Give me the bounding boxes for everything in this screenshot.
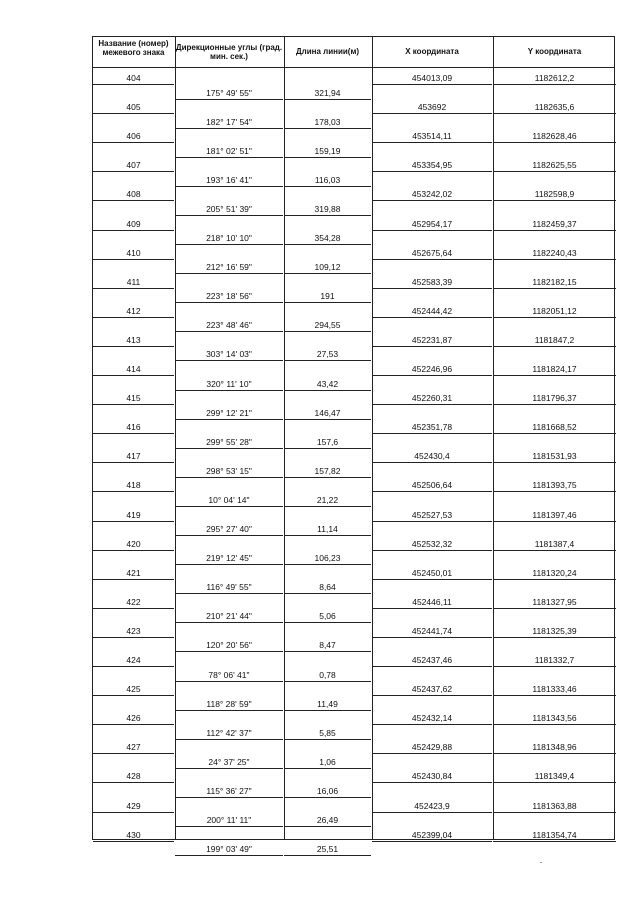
direction-angle: 10° 04' 14" (208, 494, 250, 505)
direction-angle: 299° 12' 21" (206, 407, 252, 418)
header-divider (93, 67, 614, 68)
row-divider (93, 230, 174, 231)
y-coordinate: 1181348,96 (532, 742, 577, 753)
row-divider (175, 564, 283, 565)
x-coordinate: 452351,78 (411, 422, 453, 433)
line-length: 191 (320, 291, 335, 302)
row-divider (493, 782, 616, 783)
point-number: 418 (126, 480, 141, 491)
x-coordinate: 452954,17 (411, 218, 453, 229)
row-divider (175, 651, 283, 652)
row-divider (493, 113, 616, 114)
row-divider (175, 768, 283, 769)
line-length: 146,47 (314, 407, 341, 418)
y-coordinate: 1181393,75 (532, 480, 577, 491)
y-coordinate: 1182628,46 (532, 131, 577, 142)
point-number: 408 (126, 189, 141, 200)
row-divider (93, 637, 174, 638)
point-number: 422 (126, 596, 141, 607)
row-divider (372, 462, 492, 463)
line-length: 21,22 (316, 494, 339, 505)
row-divider (93, 491, 174, 492)
direction-angle: 223° 48' 46" (206, 320, 252, 331)
line-length: 321,94 (314, 87, 341, 98)
x-coordinate: 452437,46 (411, 655, 453, 665)
row-divider (372, 113, 492, 114)
row-divider (284, 506, 371, 507)
row-divider (284, 390, 371, 391)
row-divider (93, 259, 174, 260)
row-divider (284, 99, 371, 100)
y-coordinate: 1182612,2 (534, 73, 575, 83)
row-divider (284, 419, 371, 420)
direction-angle: 320° 11' 10" (206, 378, 252, 389)
point-number: 423 (126, 625, 141, 636)
row-divider (493, 637, 616, 638)
x-coordinate: 454013,09 (411, 73, 453, 83)
row-divider (284, 826, 371, 827)
row-divider (93, 666, 174, 667)
row-divider (93, 375, 174, 376)
direction-angle: 223° 18' 56" (206, 291, 252, 302)
row-divider (493, 288, 616, 289)
row-divider (372, 259, 492, 260)
line-length: 25,51 (316, 844, 339, 855)
line-length: 319,88 (314, 203, 341, 214)
row-divider (493, 666, 616, 667)
line-length: 354,28 (314, 233, 341, 243)
row-divider (493, 404, 616, 405)
row-divider (175, 273, 283, 274)
row-divider (372, 142, 492, 143)
direction-angle: 78° 06' 41" (208, 669, 250, 680)
point-number: 404 (126, 73, 141, 83)
line-length: 26,49 (316, 815, 339, 825)
row-divider (175, 157, 283, 158)
row-divider (493, 724, 616, 725)
point-number: 414 (126, 364, 141, 374)
y-coordinate: 1181333,46 (532, 684, 577, 695)
row-divider (93, 113, 174, 114)
row-divider (93, 521, 174, 522)
direction-angle: 299° 55' 28" (206, 436, 252, 447)
row-divider (493, 230, 616, 231)
row-divider (175, 477, 283, 478)
row-divider (372, 550, 492, 551)
row-divider (493, 433, 616, 434)
line-length: 8,64 (319, 582, 336, 593)
row-divider (372, 346, 492, 347)
line-length: 157,82 (314, 465, 341, 476)
row-divider (372, 404, 492, 405)
line-length: 5,85 (319, 727, 336, 738)
line-length: 109,12 (314, 262, 341, 273)
row-divider (175, 622, 283, 623)
row-divider (93, 812, 174, 813)
x-coordinate: 452231,87 (411, 334, 453, 345)
x-coordinate: 452527,53 (411, 509, 453, 520)
row-divider (493, 753, 616, 754)
y-coordinate: 1182240,43 (532, 247, 577, 258)
row-divider (372, 608, 492, 609)
direction-angle: 218° 10' 10" (206, 233, 252, 243)
row-divider (372, 171, 492, 172)
direction-angle: 120° 20' 56" (206, 640, 252, 651)
x-coordinate: 452430,84 (411, 771, 453, 782)
row-divider (372, 666, 492, 667)
point-number: 411 (126, 276, 141, 287)
row-divider (493, 375, 616, 376)
row-divider (175, 826, 283, 827)
row-divider (372, 521, 492, 522)
x-coordinate: 452532,32 (411, 538, 453, 549)
row-divider (372, 200, 492, 201)
row-divider (284, 302, 371, 303)
scan-speck (540, 862, 542, 863)
direction-angle: 182° 17' 54" (206, 116, 252, 127)
row-divider (372, 753, 492, 754)
line-length: 43,42 (316, 378, 339, 389)
point-number: 427 (126, 742, 141, 753)
point-number: 416 (126, 422, 141, 433)
row-divider (493, 841, 616, 842)
row-divider (284, 448, 371, 449)
y-coordinate: 1181332,7 (534, 655, 575, 665)
row-divider (284, 855, 371, 856)
row-divider (284, 157, 371, 158)
y-coordinate: 1181349,4 (534, 771, 575, 782)
direction-angle: 118° 28' 59" (206, 698, 252, 709)
line-length: 294,55 (314, 320, 341, 331)
row-divider (284, 244, 371, 245)
row-divider (372, 230, 492, 231)
row-divider (284, 360, 371, 361)
y-coordinate: 1181363,88 (532, 800, 577, 811)
direction-angle: 298° 53' 15" (206, 465, 252, 476)
row-divider (93, 462, 174, 463)
row-divider (175, 448, 283, 449)
direction-angle: 210° 21' 44" (206, 611, 252, 622)
point-number: 430 (126, 829, 141, 840)
line-length: 8,47 (319, 640, 336, 651)
row-divider (284, 215, 371, 216)
direction-angle: 219° 12' 45" (206, 553, 252, 564)
row-divider (93, 317, 174, 318)
header-y: Y координата (527, 47, 582, 56)
row-divider (493, 171, 616, 172)
y-coordinate: 1181847,2 (534, 334, 575, 345)
y-coordinate: 1182459,37 (532, 218, 577, 229)
row-divider (284, 768, 371, 769)
row-divider (493, 84, 616, 85)
direction-angle: 295° 27' 40" (206, 524, 252, 534)
point-number: 420 (126, 538, 141, 549)
row-divider (372, 288, 492, 289)
x-coordinate: 452429,88 (411, 742, 453, 753)
y-coordinate: 1182598,9 (534, 189, 575, 200)
row-divider (93, 404, 174, 405)
row-divider (93, 200, 174, 201)
row-divider (372, 317, 492, 318)
y-coordinate: 1182051,12 (532, 305, 577, 316)
x-coordinate: 452399,04 (411, 829, 453, 840)
row-divider (175, 710, 283, 711)
row-divider (284, 128, 371, 129)
line-length: 11,49 (317, 698, 338, 709)
point-number: 429 (126, 800, 141, 811)
x-coordinate: 452432,14 (411, 713, 453, 724)
row-divider (493, 259, 616, 260)
row-divider (372, 782, 492, 783)
line-length: 116,03 (314, 174, 341, 185)
x-coordinate: 452506,64 (411, 480, 453, 491)
x-coordinate: 453242,02 (411, 189, 453, 200)
x-coordinate: 452437,62 (411, 684, 453, 695)
point-number: 415 (126, 393, 141, 404)
boundary-coordinates-table (92, 36, 615, 855)
row-divider (93, 753, 174, 754)
point-number: 421 (126, 567, 141, 578)
line-length: 27,53 (316, 349, 339, 360)
y-coordinate: 1181325,39 (532, 625, 577, 636)
row-divider (93, 695, 174, 696)
direction-angle: 212° 16' 59" (206, 262, 252, 273)
x-coordinate: 452450,01 (411, 567, 453, 578)
point-number: 409 (126, 218, 141, 229)
x-coordinate: 452446,11 (412, 596, 452, 607)
row-divider (175, 535, 283, 536)
x-coordinate: 453354,95 (411, 160, 453, 171)
x-coordinate: 452583,39 (411, 276, 453, 287)
row-divider (372, 812, 492, 813)
x-coordinate: 452444,42 (411, 305, 453, 316)
row-divider (175, 128, 283, 129)
y-coordinate: 1181387,4 (534, 538, 575, 549)
direction-angle: 303° 14' 03" (206, 349, 252, 360)
line-length: 16,06 (316, 785, 339, 796)
row-divider (284, 797, 371, 798)
row-divider (175, 99, 283, 100)
direction-angle: 199° 03' 49" (206, 844, 252, 855)
y-coordinate: 1182625,55 (532, 160, 577, 171)
row-divider (284, 331, 371, 332)
direction-angle: 175° 49' 55" (206, 87, 252, 98)
row-divider (284, 710, 371, 711)
row-divider (493, 200, 616, 201)
row-divider (284, 273, 371, 274)
line-length: 178,03 (314, 116, 341, 127)
row-divider (284, 564, 371, 565)
row-divider (175, 681, 283, 682)
row-divider (372, 84, 492, 85)
row-divider (175, 331, 283, 332)
row-divider (93, 724, 174, 725)
row-divider (372, 695, 492, 696)
line-length: 11,14 (317, 524, 338, 534)
direction-angle: 181° 02' 51" (206, 145, 252, 156)
row-divider (493, 462, 616, 463)
y-coordinate: 1182635,6 (534, 102, 575, 113)
row-divider (93, 841, 174, 842)
x-coordinate: 452260,31 (411, 393, 453, 404)
header-name: Название (номер) межевого знака (98, 39, 169, 57)
direction-angle: 24° 37' 25" (208, 756, 250, 767)
header-length: Длина линии(м) (295, 47, 360, 56)
row-divider (175, 739, 283, 740)
point-number: 428 (126, 771, 141, 782)
direction-angle: 193° 16' 41" (206, 174, 252, 185)
row-divider (93, 782, 174, 783)
y-coordinate: 1181354,74 (532, 829, 577, 840)
point-number: 426 (126, 713, 141, 724)
x-coordinate: 452430,4 (414, 451, 450, 462)
row-divider (175, 244, 283, 245)
header-x: X координата (405, 47, 459, 56)
row-divider (175, 419, 283, 420)
point-number: 410 (126, 247, 141, 258)
row-divider (284, 593, 371, 594)
y-coordinate: 1182182,15 (532, 276, 577, 287)
row-divider (372, 433, 492, 434)
row-divider (175, 797, 283, 798)
y-coordinate: 1181327,95 (532, 596, 577, 607)
row-divider (493, 608, 616, 609)
row-divider (284, 681, 371, 682)
row-divider (493, 317, 616, 318)
x-coordinate: 453514,11 (412, 131, 452, 142)
row-divider (93, 84, 174, 85)
point-number: 419 (126, 509, 141, 520)
row-divider (284, 186, 371, 187)
line-length: 157,6 (316, 436, 339, 447)
row-divider (493, 346, 616, 347)
x-coordinate: 452246,96 (411, 364, 453, 374)
direction-angle: 200° 11' 11" (206, 815, 252, 825)
row-divider (175, 390, 283, 391)
point-number: 407 (126, 160, 141, 171)
row-divider (93, 142, 174, 143)
line-length: 0,78 (319, 669, 336, 680)
row-divider (93, 433, 174, 434)
row-divider (93, 608, 174, 609)
y-coordinate: 1181397,46 (532, 509, 577, 520)
row-divider (284, 477, 371, 478)
row-divider (493, 142, 616, 143)
y-coordinate: 1181320,24 (532, 567, 577, 578)
point-number: 425 (126, 684, 141, 695)
row-divider (175, 186, 283, 187)
row-divider (372, 491, 492, 492)
row-divider (175, 855, 283, 856)
y-coordinate: 1181824,17 (532, 364, 577, 374)
row-divider (175, 360, 283, 361)
row-divider (493, 579, 616, 580)
row-divider (372, 724, 492, 725)
point-number: 405 (126, 102, 141, 113)
y-coordinate: 1181668,52 (532, 422, 577, 433)
x-coordinate: 452423,9 (414, 800, 450, 811)
line-length: 5,06 (319, 611, 336, 622)
line-length: 159,19 (314, 145, 341, 156)
row-divider (175, 215, 283, 216)
direction-angle: 205° 51' 39" (206, 203, 252, 214)
row-divider (93, 579, 174, 580)
row-divider (175, 302, 283, 303)
row-divider (493, 491, 616, 492)
row-divider (93, 346, 174, 347)
y-coordinate: 1181531,93 (532, 451, 577, 462)
row-divider (493, 695, 616, 696)
direction-angle: 112° 42' 37" (206, 727, 252, 738)
row-divider (175, 593, 283, 594)
x-coordinate: 453692 (417, 102, 447, 113)
point-number: 412 (126, 305, 141, 316)
row-divider (175, 506, 283, 507)
row-divider (284, 535, 371, 536)
row-divider (284, 739, 371, 740)
row-divider (284, 651, 371, 652)
row-divider (93, 171, 174, 172)
row-divider (372, 841, 492, 842)
direction-angle: 115° 36' 27" (206, 785, 252, 796)
row-divider (372, 637, 492, 638)
row-divider (493, 812, 616, 813)
row-divider (93, 550, 174, 551)
row-divider (93, 288, 174, 289)
y-coordinate: 1181343,56 (532, 713, 577, 724)
line-length: 106,23 (314, 553, 341, 564)
row-divider (493, 521, 616, 522)
row-divider (493, 550, 616, 551)
point-number: 417 (126, 451, 141, 462)
x-coordinate: 452675,64 (411, 247, 453, 258)
point-number: 424 (126, 655, 141, 665)
direction-angle: 116° 49' 55" (206, 582, 252, 593)
line-length: 1,06 (319, 756, 336, 767)
point-number: 413 (126, 334, 141, 345)
row-divider (372, 375, 492, 376)
x-coordinate: 452441,74 (411, 625, 453, 636)
row-divider (372, 579, 492, 580)
y-coordinate: 1181796,37 (532, 393, 577, 404)
header-angle: Дирекционные углы (град. мин. сек.) (175, 43, 283, 61)
point-number: 406 (126, 131, 141, 142)
row-divider (284, 622, 371, 623)
